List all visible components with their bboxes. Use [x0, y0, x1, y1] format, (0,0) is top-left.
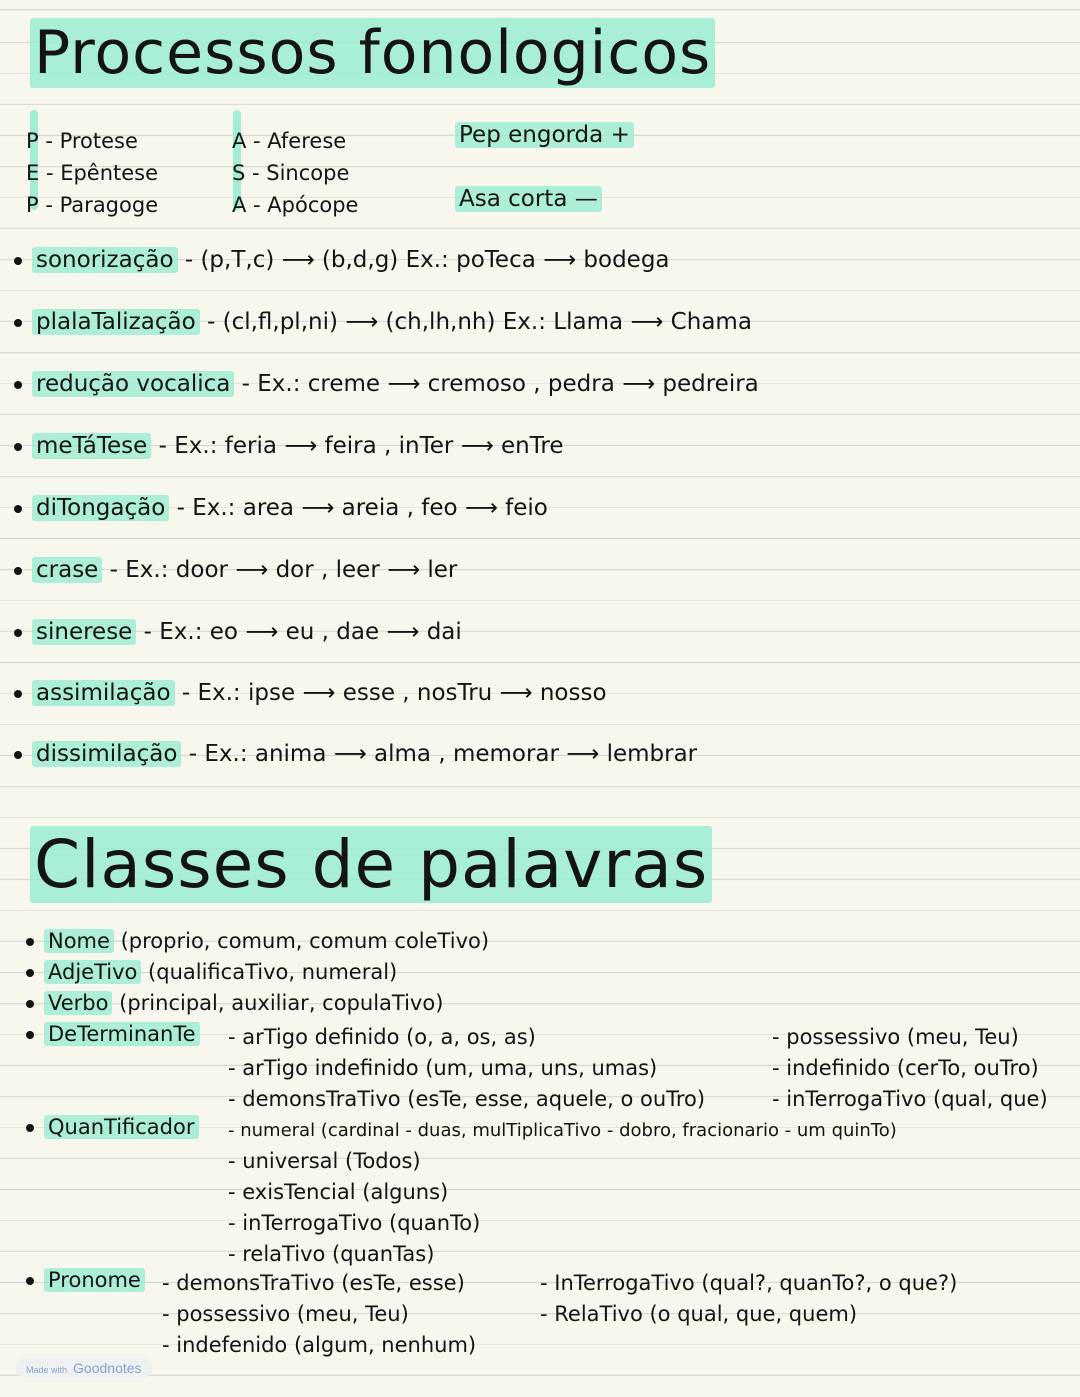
bullet-icon — [26, 969, 34, 977]
pronome-list-right — [540, 1268, 957, 1330]
mnemonic-item: S - Sincope — [232, 161, 350, 185]
list-item: - numeral (cardinal - duas, mulTiplicaTivo - dobro, fracionario - um quinTo) — [228, 1120, 897, 1141]
section-title-classes: Classes de palavras — [30, 826, 712, 903]
bullet-icon — [14, 319, 22, 327]
process-row — [14, 309, 752, 335]
class-nome: Nome (proprio, comum, comum coleTivo) — [26, 929, 489, 953]
process-example: - Ex.: feria ⟶ feira , inTer ⟶ enTre — [151, 433, 564, 459]
process-example: - Ex.: eo ⟶ eu , dae ⟶ dai — [136, 619, 462, 645]
bullet-icon — [14, 751, 22, 759]
class-pronome: Pronome — [26, 1268, 145, 1292]
bullet-icon — [14, 443, 22, 451]
list-item: - arTigo definido (o, a, os, as) — [228, 1025, 536, 1049]
bullet-icon — [26, 1124, 34, 1132]
made-with-badge: Made with Goodnotes — [16, 1358, 152, 1378]
process-row — [14, 680, 607, 706]
process-example: - Ex.: area ⟶ areia , feo ⟶ feio — [169, 495, 548, 521]
process-term: redução vocalica — [32, 371, 234, 397]
process-term: diTongação — [32, 495, 169, 521]
list-item: - InTerrogaTivo (qual?, quanTo?, o que?) — [540, 1271, 958, 1295]
process-example: - Ex.: creme ⟶ cremoso , pedra ⟶ pedreira — [234, 371, 759, 397]
bullet-icon — [14, 257, 22, 265]
list-item: - arTigo indefinido (um, uma, uns, umas) — [228, 1056, 658, 1080]
list-item: - exisTencial (alguns) — [228, 1180, 449, 1204]
list-item: - indefenido (algum, nenhum) — [162, 1333, 477, 1357]
bullet-icon — [14, 629, 22, 637]
mnemonic-item: A - Aferese — [232, 129, 347, 153]
mnemonic-item: P - Protese — [26, 129, 138, 153]
list-item: - indefinido (cerTo, ouTro) — [772, 1056, 1039, 1080]
mnemonic-item: E - Epêntese — [26, 161, 159, 185]
section-title-processos: Processos fonologicos — [30, 18, 715, 88]
bullet-icon — [26, 1277, 34, 1285]
bullet-icon — [14, 690, 22, 698]
process-example: - Ex.: ipse ⟶ esse , nosTru ⟶ nosso — [174, 680, 607, 706]
list-item: - relaTivo (quanTas) — [228, 1242, 435, 1266]
mnemonic-summary-1: Pep engorda + — [455, 122, 634, 148]
list-item: - RelaTivo (o qual, que, quem) — [540, 1302, 858, 1326]
list-item: - inTerrogaTivo (qual, que) — [772, 1087, 1048, 1111]
process-row — [14, 741, 697, 767]
bullet-icon — [26, 1000, 34, 1008]
bullet-icon — [14, 381, 22, 389]
process-term: sinerese — [32, 619, 136, 645]
process-example: - (p,T,c) ⟶ (b,d,g) Ex.: poTeca ⟶ bodega — [177, 247, 670, 273]
mnemonic-column-pep — [26, 125, 158, 221]
process-row — [14, 557, 457, 583]
process-row — [14, 247, 670, 273]
brand-logo: Goodnotes — [73, 1360, 142, 1376]
class-verbo: Verbo (principal, auxiliar, copulaTivo) — [26, 991, 443, 1015]
mnemonic-summary-2: Asa corta — — [455, 186, 602, 212]
mnemonic-item: A - Apócope — [232, 193, 359, 217]
class-determinante: DeTerminanTe — [26, 1022, 200, 1046]
process-example: - Ex.: anima ⟶ alma , memorar ⟶ lembrar — [181, 741, 698, 767]
list-item: - demonsTraTivo (esTe, esse, aquele, o ouTro) — [228, 1087, 706, 1111]
process-term: dissimilação — [32, 741, 181, 767]
bullet-icon — [26, 938, 34, 946]
process-term: assimilação — [32, 680, 175, 706]
list-item: - possessivo (meu, Teu) — [162, 1302, 409, 1326]
bullet-icon — [14, 505, 22, 513]
process-row — [14, 433, 563, 459]
process-term: sonorização — [32, 247, 178, 273]
quantificador-list — [228, 1115, 897, 1270]
process-row — [14, 371, 759, 397]
list-item: - inTerrogaTivo (quanTo) — [228, 1211, 481, 1235]
process-example: - Ex.: door ⟶ dor , leer ⟶ ler — [102, 557, 458, 583]
bullet-icon — [14, 567, 22, 575]
pronome-list — [162, 1268, 476, 1361]
list-item: - demonsTraTivo (esTe, esse) — [162, 1271, 465, 1295]
determinante-list — [228, 1022, 705, 1115]
process-term: plalaTalização — [32, 309, 200, 335]
list-item: - possessivo (meu, Teu) — [772, 1025, 1019, 1049]
mnemonic-item: P - Paragoge — [26, 193, 159, 217]
bullet-icon — [26, 1031, 34, 1039]
class-adjetivo: AdjeTivo (qualificaTivo, numeral) — [26, 960, 397, 984]
process-example: - (cl,fl,pl,ni) ⟶ (ch,lh,nh) Ex.: Llama ⟶ Chama — [199, 309, 752, 335]
determinante-list-right — [772, 1022, 1048, 1115]
process-term: crase — [32, 557, 102, 583]
process-row — [14, 619, 462, 645]
list-item: - universal (Todos) — [228, 1149, 421, 1173]
process-row — [14, 495, 548, 521]
mnemonic-column-asa — [232, 125, 358, 221]
class-quantificador: QuanTificador — [26, 1115, 199, 1139]
process-term: meTáTese — [32, 433, 151, 459]
